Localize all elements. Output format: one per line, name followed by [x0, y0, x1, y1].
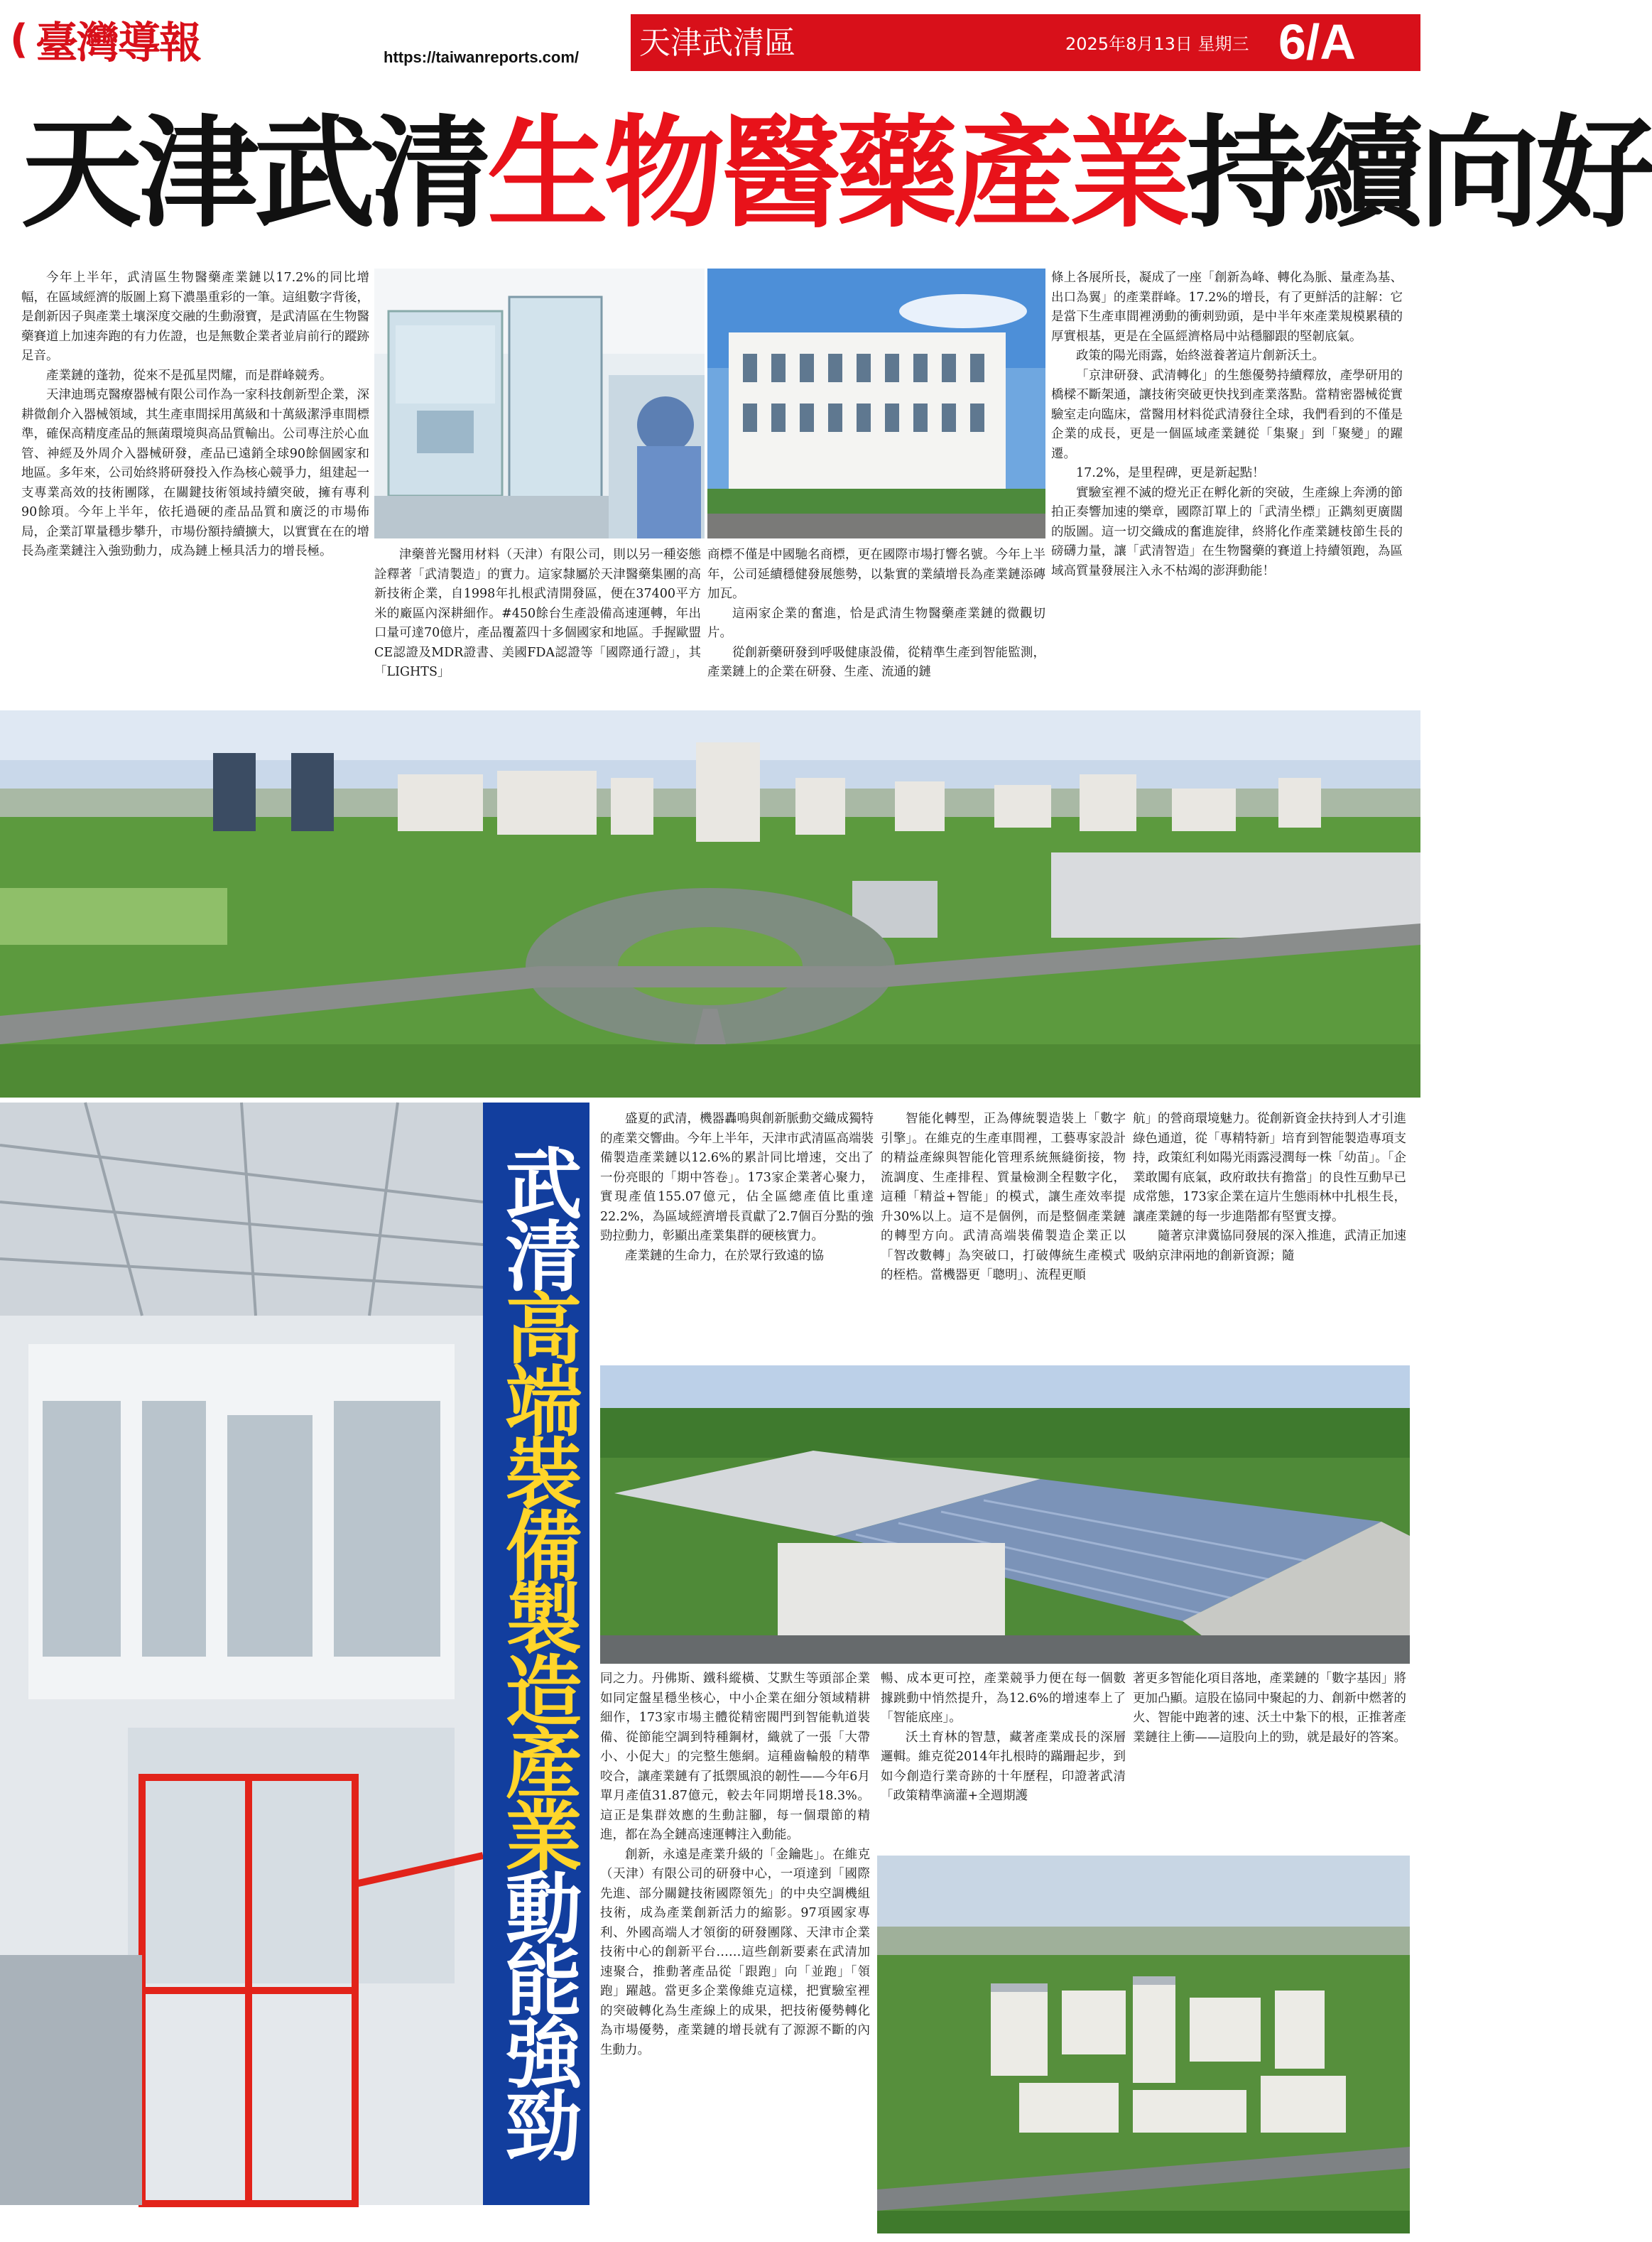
side-title [483, 1144, 589, 2158]
industrial-park-aerial-photo [877, 1856, 1410, 2233]
article1-column-4 [1051, 269, 1403, 702]
article1-column-3 [707, 546, 1045, 702]
paragraph: 今年上半年，武清區生物醫藥產業鏈以17.2%的同比增幅，在區域經濟的版圖上寫下濃墨重彩的一筆。這組數字背後，是創新因子與產業土壤深度交融的生動潑寶，是武清區在生物醫藥賽道上加速奔跑的有力佐證，也是無數企業者並肩前行的蹤跡足音。 [21, 271, 369, 363]
main-headline [21, 99, 1652, 249]
lab-cleanroom-photo [374, 269, 705, 538]
headline-part-2: 生物醫藥產業 [487, 104, 1187, 244]
paragraph: 著更多智能化項目落地，產業鏈的「數字基因」將更加凸顯。這股在協同中聚起的力、創新中燃著的火、智能中跑著的速、沃土中紮下的根，正推著產業鏈往上衝——這股向上的勁，就是最好的答案。 [1133, 1672, 1406, 1745]
paragraph: 17.2%，是里程碑，更是新起點！ [1076, 466, 1265, 480]
paragraph: 條上各展所長，凝成了一座「創新為峰、轉化為脈、量產為基、出口為翼」的產業群峰。17.2%的增長，有了更鮮活的註解：它是當下生產車間裡湧動的衝刺勁頭，是中半年來產業規模累積的厚實根基，更是在全區經濟格局中站穩腳跟的堅韌底氣。 [1051, 271, 1403, 344]
section-name: 天津武清區 [639, 25, 795, 61]
paragraph: 產業鏈的生命力，在於眾行致遠的協 [625, 1248, 824, 1263]
factory-interior-photo [0, 1103, 483, 2205]
paragraph: 航」的營商環境魅力。從創新資金扶持到人才引進綠色通道，從「專精特新」培育到智能製造專項支持，政策紅利如陽光雨露浸潤每一株「幼苗」。「企業敢闖有底氣，政府敢扶有擔當」的良性互動早已成常態，173家企業在這片生態雨林中扎根生長，讓產業鏈的每一步進階都有堅實支撐。 [1133, 1112, 1406, 1224]
paragraph: 商標不僅是中國馳名商標，更在國際市場打響名號。今年上半年，公司延續穩健發展態勢，以紮實的業績增長為產業鏈添磚加瓦。 [707, 548, 1045, 601]
paper-name: 臺灣導報 [36, 18, 200, 68]
paragraph: 暢、成本更可控，產業競爭力便在每一個數據跳動中悄然提升，為12.6%的增速奉上了「智能底座」。 [881, 1672, 1126, 1725]
logo-bracket-icon: ( [10, 16, 28, 63]
paragraph: 產業鏈的蓬勃，從來不是孤星閃耀，而是群峰競秀。 [46, 368, 332, 383]
paragraph: 智能化轉型，正為傳統製造裝上「數字引擎」。在維克的生產車間裡，工藝專家設計的精益產線與智能化管理系統無縫銜接，物流調度、生產排程、質量檢測全程數字化，這種「精益+智能」的模式，讓生產效率提升30%以上。這不是個例，而是整個產業鏈的轉型方向。武清高端裝備製造企業正以「智改數轉」為突破口，打破傳統生產模式的桎梏。當機器更「聰明」、流程更順 [881, 1112, 1126, 1282]
article2-column-c [1133, 1110, 1406, 1358]
wuqing-city-panorama-photo [0, 710, 1420, 1098]
paragraph: 天津迪瑪克醫療器械有限公司作為一家科技創新型企業，深耕微創介入器械領域，其生產車間採用萬級和十萬級潔淨車間標準，確保高精度產品的無菌環境與高品質輸出。公司專注於心血管、神經及外周介入器械研發，產品已遠銷全球90餘個國家和地區。多年來，公司始終將研發投入作為核心競爭力，組建起一支專業高效的技術團隊，在關鍵技術領域持續突破，擁有專利90餘項。今年上半年，依托過硬的產品品質和廣泛的市場佈局，企業訂單量穩步攀升，市場份額持續擴大，以實實在在的增長為產業鏈注入強勁動力，成為鏈上極具活力的增長極。 [21, 388, 369, 558]
article1-column-1 [21, 269, 369, 702]
headline-part-1: 天津武清 [21, 104, 488, 244]
paragraph: 政策的陽光雨露，始終滋養著這片創新沃土。 [1076, 349, 1325, 363]
paragraph: 沃土育林的智慧，藏著產業成長的深層邏輯。維克從2014年扎根時的蹣跚起步，到如今創造行業奇跡的十年歷程，印證著武清「政策精準滴灌+全週期護 [881, 1730, 1126, 1803]
side-title-part-2: 高端裝備製造產業 [492, 1289, 581, 1868]
paragraph: 創新，永遠是產業升級的「金鑰匙」。在維克（天津）有限公司的研發中心，一項達到「國際先進、部分關鍵技術國際領先」的中央空調機組技術，成為產業創新活力的縮影。97項國家專利、外國高端人才領銜的研發團隊、天津市企業技術中心的創新平台……這些創新要素在武清加速聚合，推動著產品從「跟跑」向「並跑」「領跑」躍越。當更多企業像維克這樣，把實驗室裡的突破轉化為生產線上的成果，把技術優勢轉化為市場優勢，產業鏈的增長就有了源源不斷的內生動力。 [600, 1847, 870, 2057]
paragraph: 從創新藥研發到呼吸健康設備，從精準生產到智能監測，產業鏈上的企業在研發、生產、流通的鏈 [707, 645, 1045, 679]
paragraph: 這兩家企業的奮進，恰是武清生物醫藥產業鏈的微觀切片。 [707, 606, 1045, 640]
article2-column-a [600, 1110, 874, 1358]
factory-building-photo [707, 269, 1045, 538]
paragraph: 同之力。丹佛斯、鐵科縱橫、艾默生等頭部企業如同定盤星穩坐核心，中小企業在細分領域精耕細作，173家市場主體從精密閥門到智能軌道裝備、從節能空調到特種鋼材，織就了一張「大帶小、小促大」的完整生態網。這種齒輪般的精準咬合，讓產業鏈有了抵禦風浪的韌性——今年6月單月產值31.87億元，較去年同期增長18.3%。這正是集群效應的生動註腳，每一個環節的精進，都在為全鏈高速運轉注入動能。 [600, 1672, 870, 1842]
side-title-part-3: 動能強勁 [492, 1868, 581, 2158]
aerial-factory-photo [600, 1365, 1410, 1664]
section-divider [628, 14, 631, 71]
paragraph: 實驗室裡不滅的燈光正在孵化新的突破，生產線上奔湧的節拍正奏響加速的樂章，國際訂單上的「武清坐標」正鐫刻更廣闊的版圖。這一切交織成的奮進旋律，終將化作產業鏈枝節生長的磅礴力量，讓「武清智造」在生物醫藥的賽道上持續領跑，為區域高質量發展注入永不枯竭的澎湃動能！ [1051, 485, 1403, 578]
article2-column-f [1133, 1669, 1406, 1847]
article2-column-b [881, 1110, 1126, 1358]
article2-column-d [600, 1669, 870, 2231]
paragraph: 津藥普光醫用材料（天津）有限公司，則以另一種姿態詮釋著「武清製造」的實力。這家隸屬於天津醫藥集團的高新技術企業，自1998年扎根武清開發區，便在37400平方米的廠區內深耕細作。#450餘台生產設備高速運轉，年出口量可達70億片，產品覆蓋四十多個國家和地區。手握歐盟CE認證及MDR證書、美國FDA認證等「國際通行證」，其「LIGHTS」 [374, 548, 701, 679]
page-number: 6/A [1278, 14, 1356, 70]
side-title-part-1: 武清 [492, 1144, 581, 1289]
issue-date: 2025年8月13日 星期三 [1065, 34, 1249, 54]
headline-part-3: 持續向好 [1186, 104, 1652, 244]
paragraph: 隨著京津冀協同發展的深入推進，武清正加速吸納京津兩地的創新資源；隨 [1133, 1229, 1406, 1263]
paragraph: 盛夏的武清，機器轟鳴與創新脈動交織成獨特的產業交響曲。今年上半年，天津市武清區高端裝備製造產業鏈以12.6%的累計同比增速，交出了一份亮眼的「期中答卷」。173家企業著心聚力，實現產值155.07億元，佔全區總產值比重達22.2%，為區域經濟增長貢獻了2.7個百分點的強勁拉動力，彰顯出產業集群的硬核實力。 [600, 1112, 874, 1243]
paragraph: 「京津研發、武清轉化」的生態優勢持續釋放，產學研用的橋樑不斷架通，讓技術突破更快找到產業落點。當精密器械從實驗室走向臨床，當醫用材料從武清發往全球，我們看到的不僅是企業的成長，更是一個區域產業鏈從「集聚」到「聚變」的躍遷。 [1051, 368, 1403, 461]
website-url[interactable]: https://taiwanreports.com/ [384, 48, 580, 66]
article1-column-2 [374, 546, 701, 702]
article2-column-e [881, 1669, 1126, 1847]
